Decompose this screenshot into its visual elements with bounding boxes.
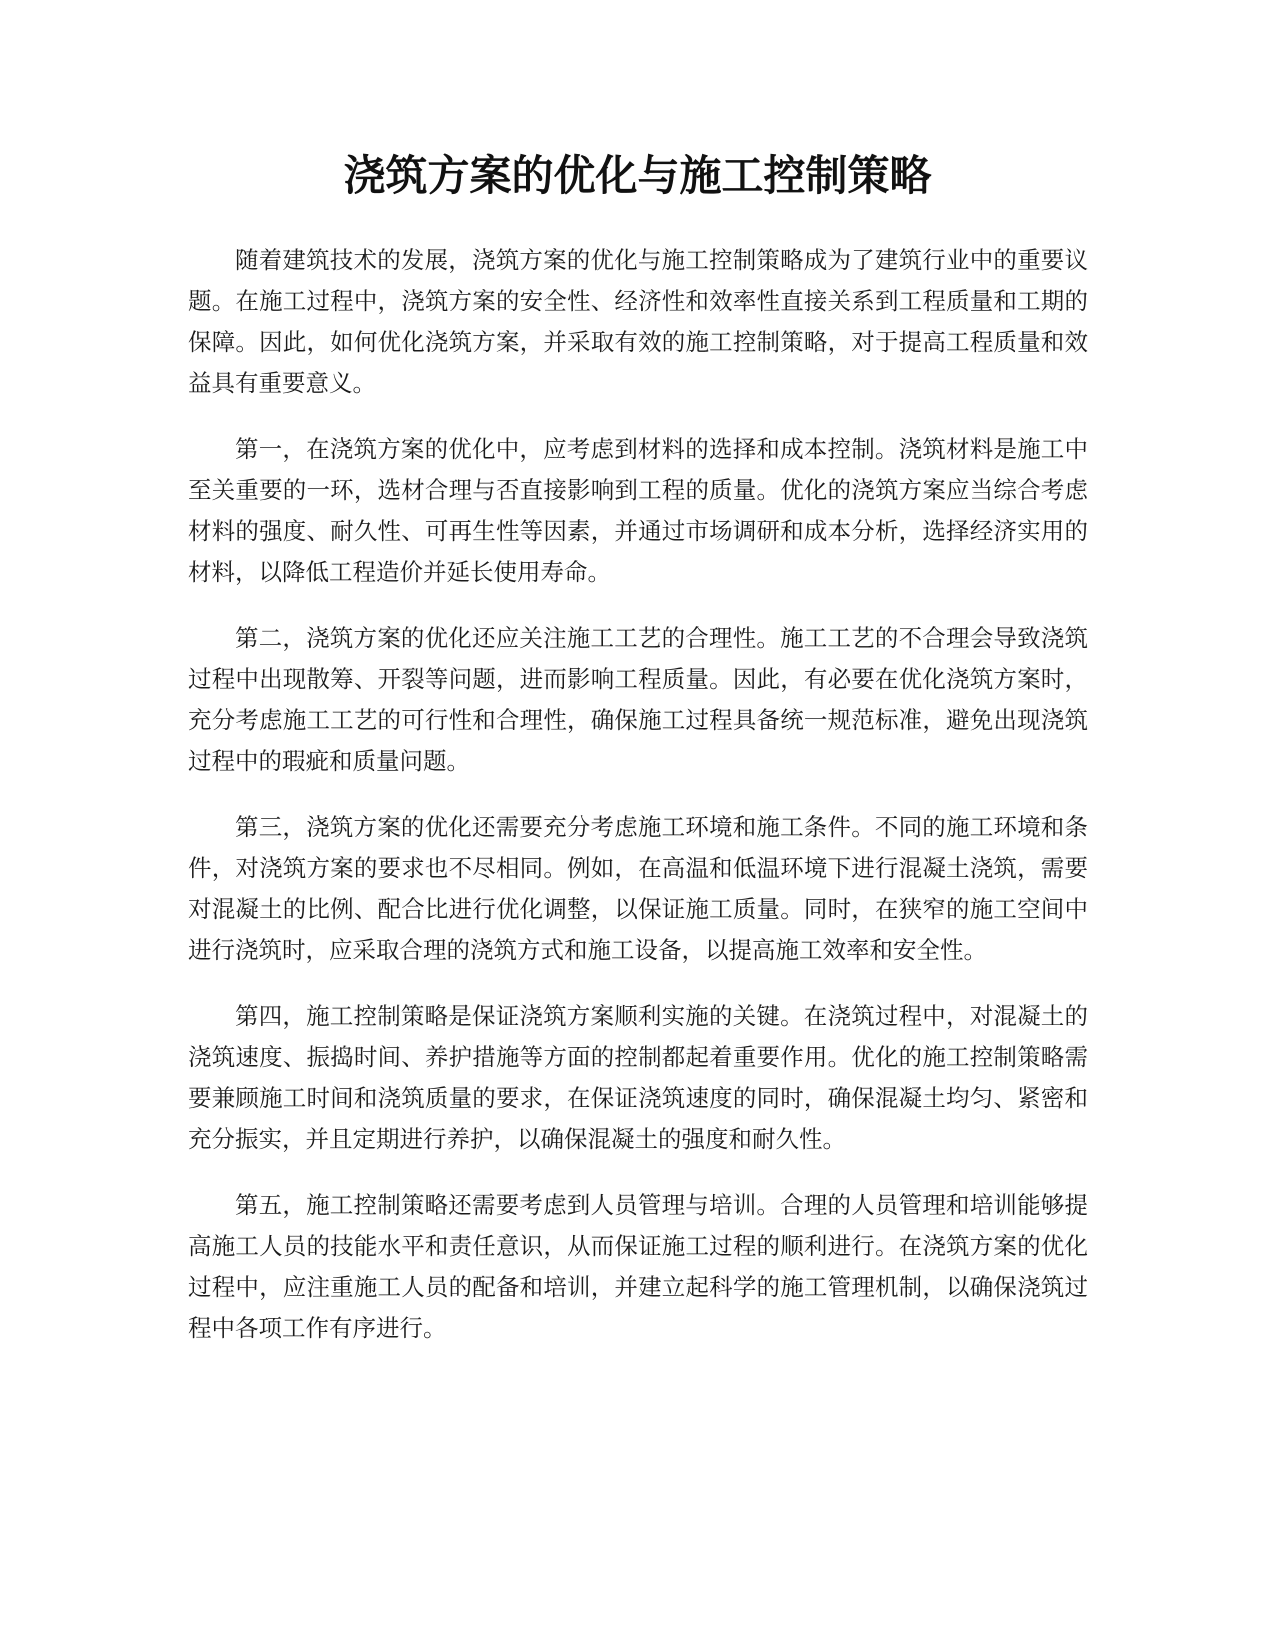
paragraph-first: 第一，在浇筑方案的优化中，应考虑到材料的选择和成本控制。浇筑材料是施工中至关重要的一环，选材合理与否直接影响到工程的质量。优化的浇筑方案应当综合考虑材料的强度、耐久性、可再生性等因素，并通过市场调研和成本分析，选择经济实用的材料，以降低工程造价并延长使用寿命。 [188,435,1088,586]
paragraph-third: 第三，浇筑方案的优化还需要充分考虑施工环境和施工条件。不同的施工环境和条件，对浇筑方案的要求也不尽相同。例如，在高温和低温环境下进行混凝土浇筑，需要对混凝土的比例、配合比进行优化调整，以保证施工质量。同时，在狭窄的施工空间中进行浇筑时，应采取合理的浇筑方式和施工设备，以提高施工效率和安全性。 [188,813,1088,964]
document-title: 浇筑方案的优化与施工控制策略 [343,151,932,200]
paragraph-second: 第二，浇筑方案的优化还应关注施工工艺的合理性。施工工艺的不合理会导致浇筑过程中出现散筹、开裂等问题，进而影响工程质量。因此，有必要在优化浇筑方案时，充分考虑施工工艺的可行性和合理性，确保施工过程具备统一规范标准，避免出现浇筑过程中的瑕疵和质量问题。 [188,624,1088,775]
paragraph-fourth: 第四，施工控制策略是保证浇筑方案顺利实施的关键。在浇筑过程中，对混凝土的浇筑速度、振捣时间、养护措施等方面的控制都起着重要作用。优化的施工控制策略需要兼顾施工时间和浇筑质量的要求，在保证浇筑速度的同时，确保混凝土均匀、紧密和充分振实，并且定期进行养护，以确保混凝土的强度和耐久性。 [188,1002,1088,1153]
paragraph-intro: 随着建筑技术的发展，浇筑方案的优化与施工控制策略成为了建筑行业中的重要议题。在施工过程中，浇筑方案的安全性、经济性和效率性直接关系到工程质量和工期的保障。因此，如何优化浇筑方案，并采取有效的施工控制策略，对于提高工程质量和效益具有重要意义。 [188,246,1088,397]
document-body [188,240,1088,1374]
paragraph-fifth: 第五，施工控制策略还需要考虑到人员管理与培训。合理的人员管理和培训能够提高施工人员的技能水平和责任意识，从而保证施工过程的顺利进行。在浇筑方案的优化过程中，应注重施工人员的配备和培训，并建立起科学的施工管理机制，以确保浇筑过程中各项工作有序进行。 [188,1191,1088,1342]
